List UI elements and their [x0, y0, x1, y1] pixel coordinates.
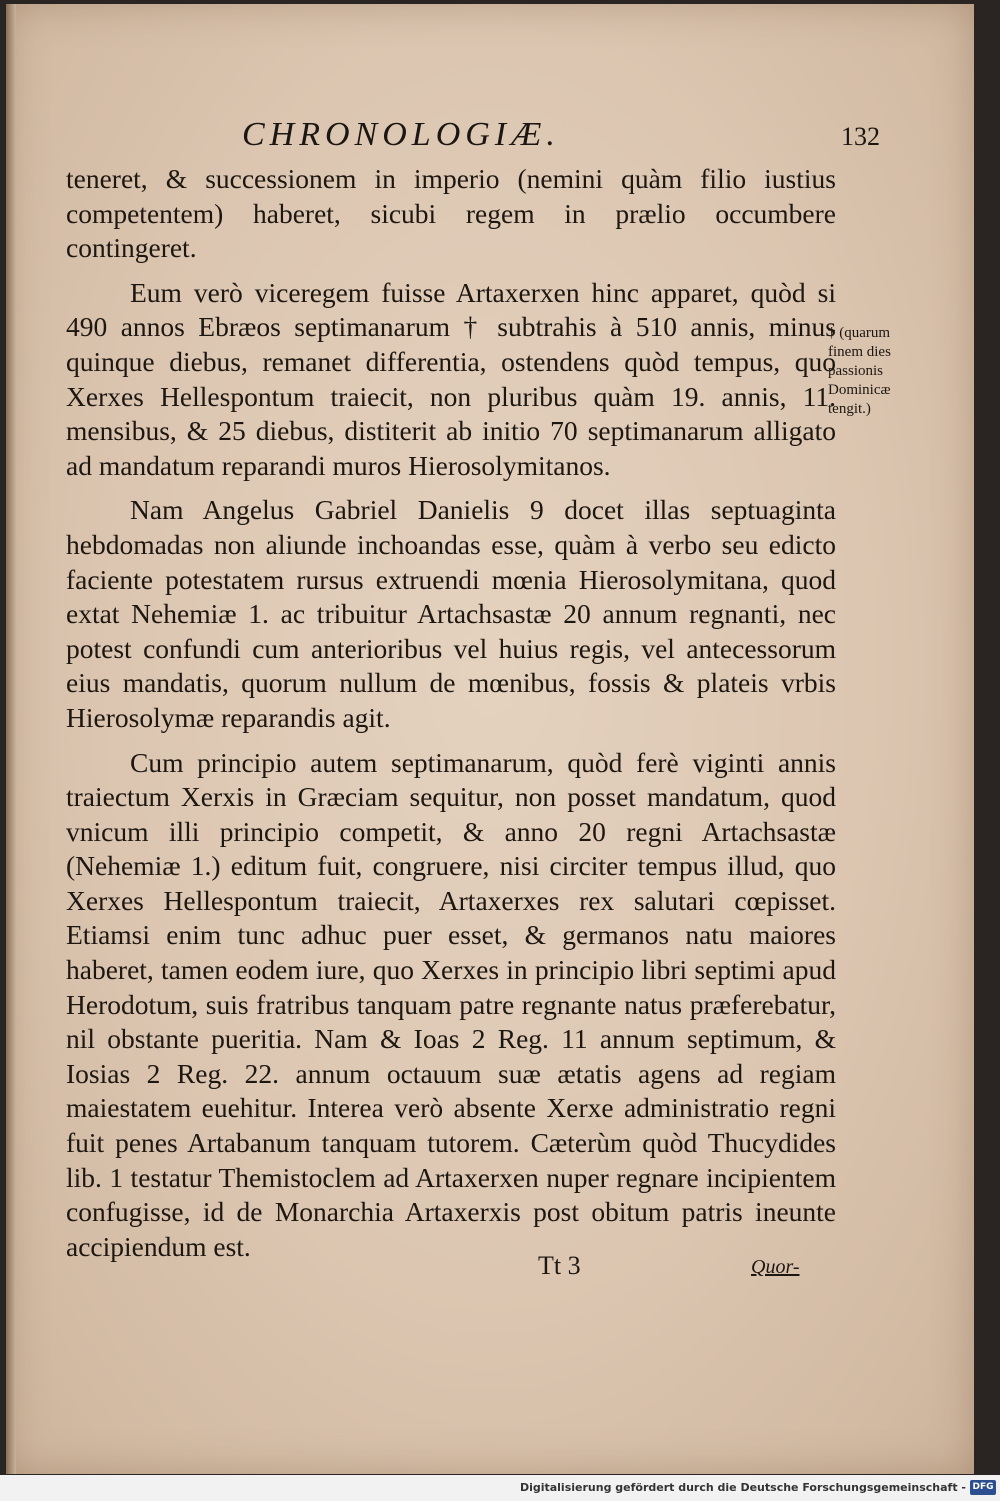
marginal-note-line: passionis [828, 363, 884, 379]
paragraph-4: Cum principio autem septimanarum, quòd ferè viginti annis traiectum Xerxis in Græciam sequitur, non posset mandatum, quod vnicum illi principio competit, & anno 20 regni Artachsastæ (Nehemiæ 1.) editum fuit, congruere, nisi circiter tempus illud, quo Xerxes Hellespontum traiecit, Artaxerxes rex salutari cœpisset. Etiamsi enim tunc adhuc puer esset, & germanos natu maiores haberet, tamen eodem iure, quo Xerxes in principio libri septimi apud Herodotum, suis fratribus tanquam patre regnante natus præferebatur, nil obstante pueritia. Nam & Ioas 2 Reg. 11 annum septimum, & Iosias 2 Reg. 22. annum octauum suæ ætatis agens ad regiam maiestatem euehitur. Interea verò absente Xerxe administratio regni fuit penes Artabanum tanquam tutorem. Cæterùm quòd Thucydides lib. 1 testatur Themistoclem ad Artaxerxen nuper regnare incipientem confugisse, id de Monarchia Artaxerxis post obitum patris ineunte accipiendum est. [66, 746, 836, 1262]
paragraph-1: teneret, & successionem in imperio (nemini quàm filio iustius competentem) haberet, sicubi regem in prælio occumbere contingeret. [66, 163, 836, 264]
page-binding-edge [6, 4, 16, 1474]
funding-credit: Digitalisierung gefördert durch die Deutsche Forschungsgemeinschaft - [519, 1481, 966, 1494]
catchword: Quor- [751, 1256, 800, 1278]
signature-mark: Tt 3 [538, 1251, 581, 1280]
paragraph-3: Nam Angelus Gabriel Danielis 9 docet illas septuaginta hebdomadas non aliunde inchoandas esse, quàm à verbo seu edicto faciente potestatem rursus extruendi mœnia Hierosolymitana, quod extat Nehemiæ 1. ac tribuitur Artachsastæ 20 annum regnanti, nec potest confundi cum anterioribus vel huius regis, vel antecessorum eius mandatis, quorum nullum de mœnibus, fossis & plateis vrbis Hierosolymæ reparandis agit. [66, 494, 836, 733]
marginal-note-line: finem dies [828, 344, 891, 360]
marginal-note-line: † (quarum [828, 325, 891, 341]
marginal-note [828, 324, 938, 419]
running-head: CHRONOLOGIÆ. [242, 116, 560, 153]
marginal-note-line: Dominicæ [828, 382, 891, 398]
digitization-footer [0, 1475, 1000, 1501]
main-text [66, 162, 836, 1265]
marginal-note-line: tengit.) [828, 401, 871, 417]
book-page [6, 4, 974, 1474]
paragraph-2: Eum verò viceregem fuisse Artaxerxen hinc apparet, quòd si 490 annos Ebræos septimanarum † subtrahis à 510 annis, minus quinque diebus, remanet differentia, ostendens quòd tempus, quo Xerxes Hellespontum traiecit, non pluribus quàm 19. annis, 11. mensibus, & 25 diebus, distiterit ab initio 70 septimanarum alligato ad mandatum reparandi muros Hierosolymitanos. [66, 276, 836, 481]
dfg-logo-icon: DFG [970, 1480, 996, 1495]
page-number: 132 [841, 122, 880, 151]
